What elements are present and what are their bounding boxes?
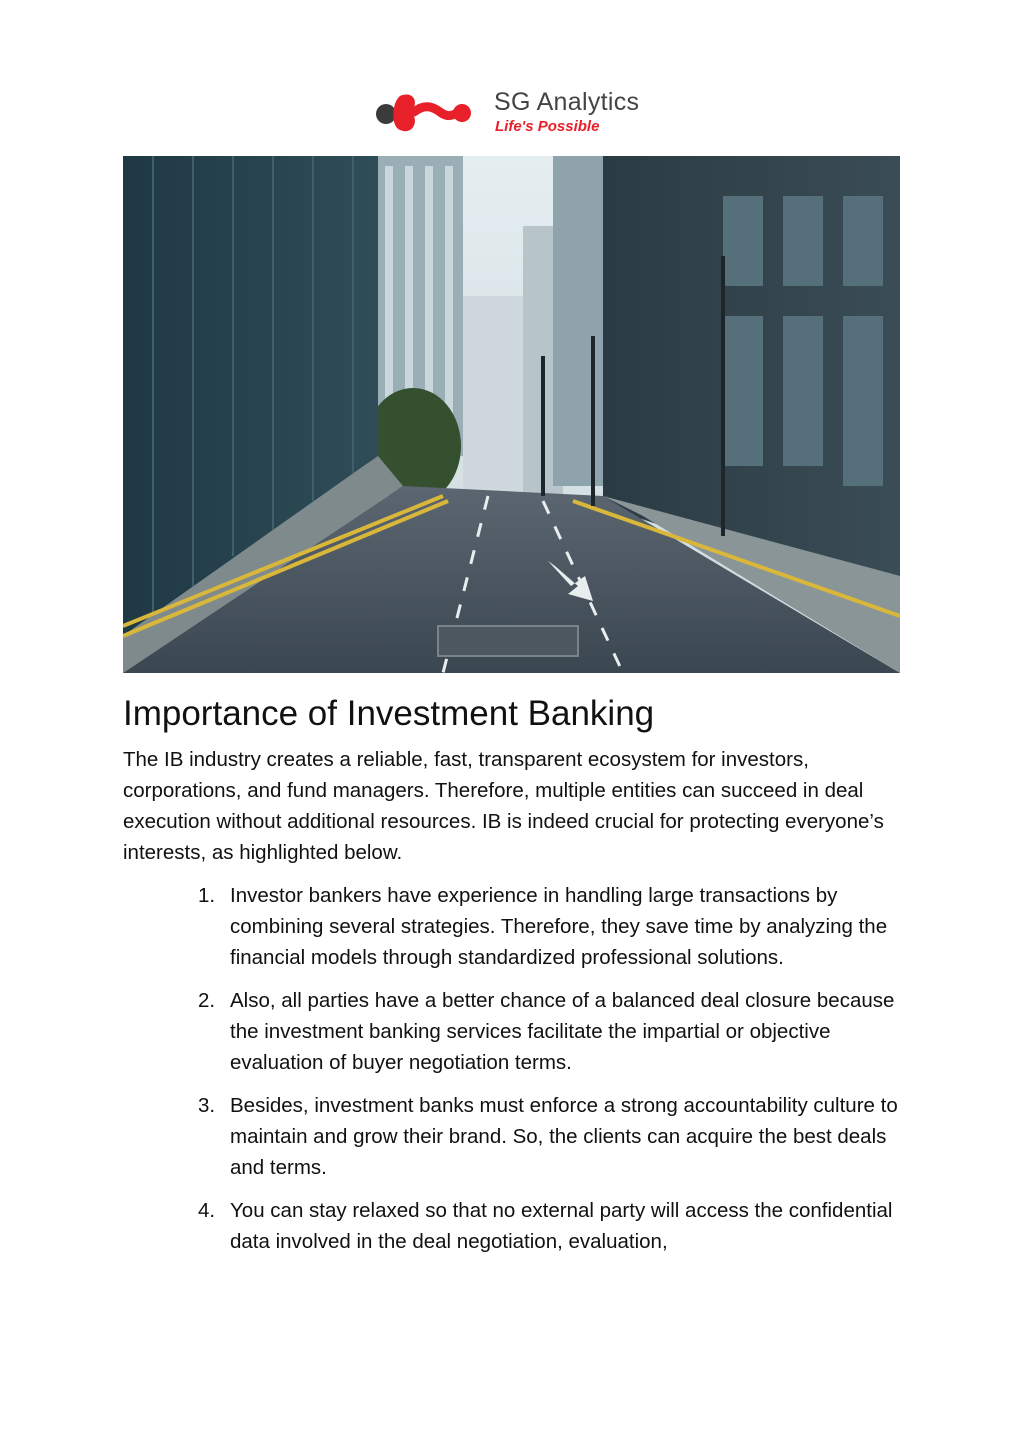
article-intro: The IB industry creates a reliable, fast, transparent ecosystem for investors, corporations, and fund managers. Therefore, multiple entities can succeed in deal execution without additional resources. IB is indeed crucial for protecting everyone’s interests, as highlighted below. — [123, 748, 884, 864]
list-item-text: You can stay relaxed so that no external party will access the confidential data involved in the deal negotiation, evaluation, — [230, 1199, 893, 1253]
list-item — [198, 880, 910, 973]
list-item-text: Investor bankers have experience in handling large transactions by combining several strategies. Therefore, they save time by analyzing the financial models through standardized professional solutions. — [230, 884, 888, 969]
list-item-text: Also, all parties have a better chance of a balanced deal closure because the investment banking services facilitate the impartial or objective evaluation of buyer negotiation terms. — [230, 989, 895, 1074]
list-item-number: 4. — [198, 1199, 216, 1222]
list-item-text: Besides, investment banks must enforce a strong accountability culture to maintain and grow their brand. So, the clients can acquire the best deals and terms. — [230, 1094, 898, 1179]
list-item-number: 2. — [198, 989, 216, 1012]
logo-molecule-icon — [370, 82, 480, 144]
list-item — [198, 985, 910, 1078]
list-item-number: 3. — [198, 1094, 216, 1117]
list-item — [198, 1195, 910, 1257]
article-title: Importance of Investment Banking — [123, 694, 655, 733]
brand-logo — [370, 82, 670, 144]
city-street-photo — [123, 156, 900, 673]
list-item-number: 1. — [198, 884, 216, 907]
benefits-list — [198, 880, 910, 1269]
logo-tagline: Life's Possible — [495, 118, 600, 135]
logo-name: SG Analytics — [494, 88, 640, 116]
list-item — [198, 1090, 910, 1183]
